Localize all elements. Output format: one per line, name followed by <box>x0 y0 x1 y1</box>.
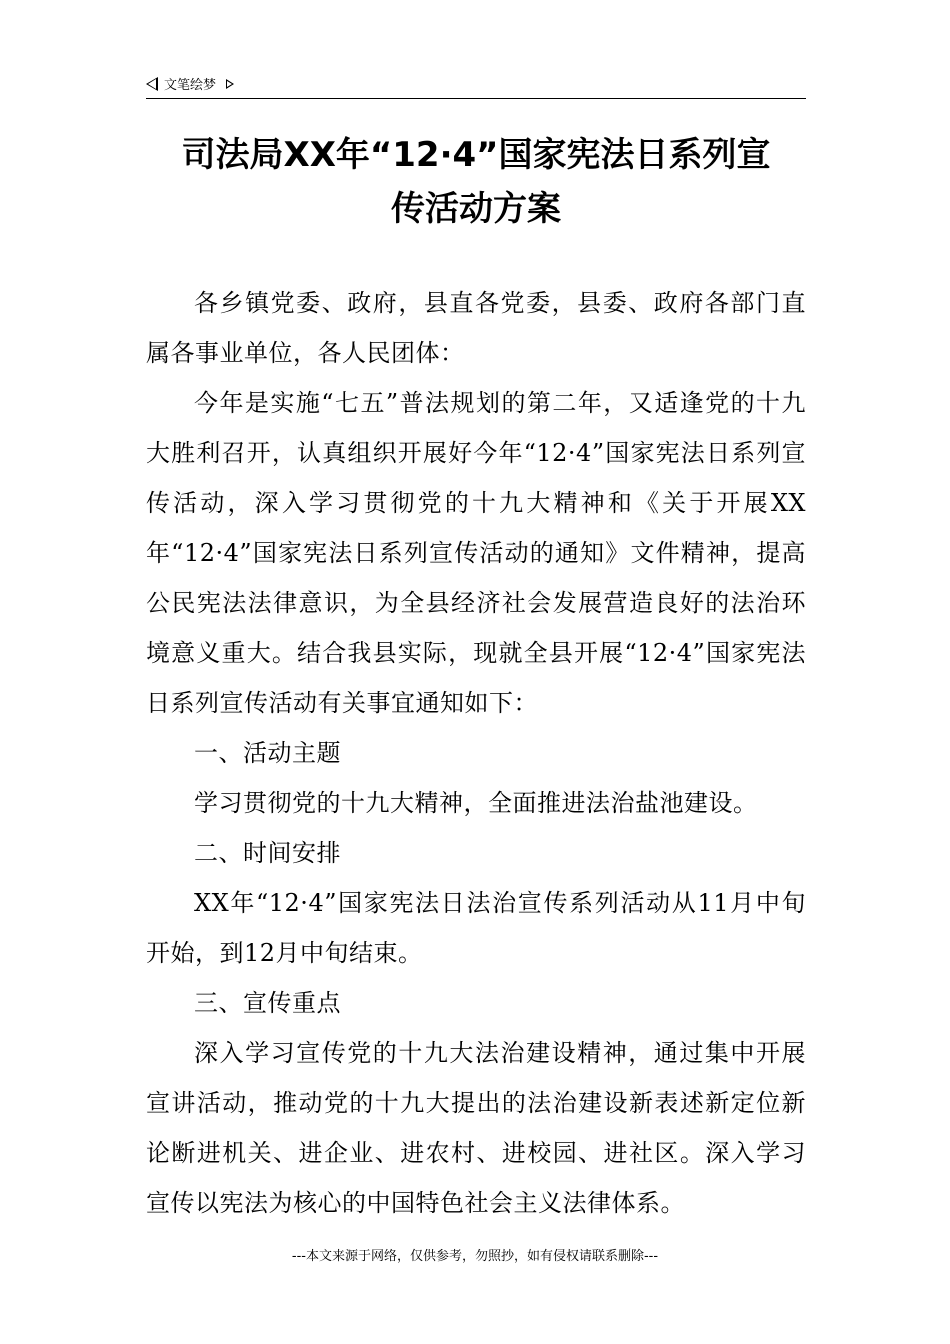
title-line-2: 传活动方案 <box>391 189 561 229</box>
page-header <box>146 74 234 93</box>
header-brand: 文笔绘梦 <box>164 78 217 93</box>
section-heading-focus: 三、宣传重点 <box>194 989 341 1017</box>
title-line-1: 司法局XX年“12·4”国家宪法日系列宣 <box>181 135 771 175</box>
paragraph-salutation: 各乡镇党委、政府，县直各党委，县委、政府各部门直属各事业单位，各人民团体： <box>146 289 806 367</box>
paragraph-focus: 深入学习宣传党的十九大法治建设精神，通过集中开展宣讲活动，推动党的十九大提出的法治建设新表述新定位新论断进机关、进企业、进农村、进校园、进社区。深入学习宣传以宪法为核心的中国特色社会主义法律体系。 <box>146 1039 806 1217</box>
section-heading-schedule: 二、时间安排 <box>194 839 341 867</box>
header-rule <box>146 98 806 99</box>
triangle-left-icon <box>146 77 158 91</box>
document-body <box>146 278 806 1228</box>
paragraph-theme: 学习贯彻党的十九大精神，全面推进法治盐池建设。 <box>194 789 758 817</box>
footer-notice: ---本文来源于网络，仅供参考，勿照抄，如有侵权请联系删除--- <box>291 1249 659 1264</box>
paragraph-intro: 今年是实施“七五”普法规划的第二年，又适逢党的十九大胜利召开，认真组织开展好今年“12·4”国家宪法日系列宣传活动，深入学习贯彻党的十九大精神和《关于开展XX年“12·4”国家宪法日系列宣传活动的通知》文件精神，提高公民宪法法律意识，为全县经济社会发展营造良好的法治环境意义重大。结合我县实际，现就全县开展“12·4”国家宪法日系列宣传活动有关事宜通知如下： <box>146 389 806 717</box>
triangle-right-icon <box>226 79 234 89</box>
paragraph-schedule: XX年“12·4”国家宪法日法治宣传系列活动从11月中旬开始，到12月中旬结束。 <box>146 889 806 967</box>
section-heading-theme: 一、活动主题 <box>194 739 341 767</box>
document-title <box>146 128 806 236</box>
